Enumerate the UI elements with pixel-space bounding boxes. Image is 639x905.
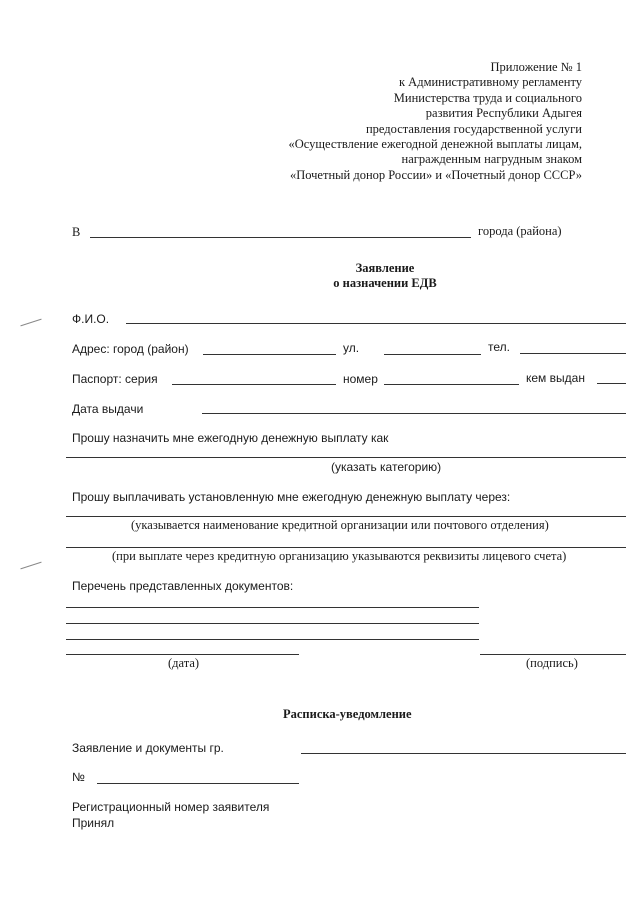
number-label: номер bbox=[343, 372, 378, 386]
bank-name-caption: (указывается наименование кредитной организации или почтового отделения) bbox=[131, 518, 549, 532]
category-caption: (указать категорию) bbox=[331, 460, 442, 474]
passport-number-field[interactable] bbox=[384, 384, 519, 385]
header-line: к Административному регламенту bbox=[398, 75, 582, 90]
form-title: Заявление bbox=[355, 261, 415, 275]
document-line[interactable] bbox=[66, 639, 479, 640]
header-line: развития Республики Адыгея bbox=[425, 106, 582, 121]
header-line: «Осуществление ежегодной денежной выплаты лицам, bbox=[288, 137, 582, 152]
margin-mark bbox=[20, 562, 41, 570]
fio-label: Ф.И.О. bbox=[72, 312, 110, 326]
bank-name-field[interactable] bbox=[66, 516, 626, 517]
street-label: ул. bbox=[343, 341, 360, 355]
request-payment-text: Прошу выплачивать установленную мне ежегодную денежную выплату через: bbox=[72, 490, 511, 504]
receipt-docs-label: Заявление и документы гр. bbox=[72, 741, 224, 755]
issued-by-label: кем выдан bbox=[526, 371, 585, 385]
documents-label: Перечень представленных документов: bbox=[72, 579, 294, 593]
city-field[interactable] bbox=[203, 354, 336, 355]
passport-label: Паспорт: серия bbox=[72, 372, 158, 386]
signature-field[interactable] bbox=[480, 654, 626, 655]
to-authority-field[interactable] bbox=[90, 237, 471, 238]
phone-label: тел. bbox=[488, 340, 510, 354]
accepted-label: Принял bbox=[72, 816, 115, 830]
street-field[interactable] bbox=[384, 354, 481, 355]
passport-series-field[interactable] bbox=[172, 384, 336, 385]
to-prefix: В bbox=[72, 225, 81, 239]
margin-mark bbox=[20, 319, 41, 327]
signature-caption: (подпись) bbox=[526, 656, 578, 670]
header-line: «Почетный донор России» и «Почетный донор СССР» bbox=[289, 167, 582, 182]
form-subtitle: о назначении ЕДВ bbox=[333, 276, 437, 290]
fio-field[interactable] bbox=[126, 323, 626, 324]
document-line[interactable] bbox=[66, 623, 479, 624]
phone-field[interactable] bbox=[520, 353, 626, 354]
receipt-number-label: № bbox=[72, 770, 85, 784]
header-line: награжденным нагрудным знаком bbox=[401, 152, 582, 167]
reg-number-label: Регистрационный номер заявителя bbox=[72, 800, 270, 814]
header-line: Министерства труда и социального bbox=[393, 90, 582, 105]
date-caption: (дата) bbox=[168, 656, 200, 670]
account-details-field[interactable] bbox=[66, 547, 626, 548]
account-details-caption: (при выплате через кредитную организацию указываются реквизиты лицевого счета) bbox=[112, 549, 567, 563]
date-field[interactable] bbox=[66, 654, 299, 655]
header-line: Приложение № 1 bbox=[490, 60, 582, 74]
issued-by-field[interactable] bbox=[597, 383, 626, 384]
receipt-number-field[interactable] bbox=[97, 783, 299, 784]
issue-date-field[interactable] bbox=[202, 413, 626, 414]
request-category-text: Прошу назначить мне ежегодную денежную выплату как bbox=[72, 431, 389, 445]
receipt-name-field[interactable] bbox=[301, 753, 626, 754]
category-field[interactable] bbox=[66, 457, 626, 458]
to-suffix: города (района) bbox=[478, 224, 562, 238]
document-line[interactable] bbox=[66, 607, 479, 608]
issue-date-label: Дата выдачи bbox=[72, 402, 144, 416]
address-label: Адрес: город (район) bbox=[72, 342, 189, 356]
receipt-title: Расписка-уведомление bbox=[283, 707, 412, 721]
header-line: предоставления государственной услуги bbox=[365, 121, 582, 136]
appendix-header bbox=[288, 60, 582, 183]
